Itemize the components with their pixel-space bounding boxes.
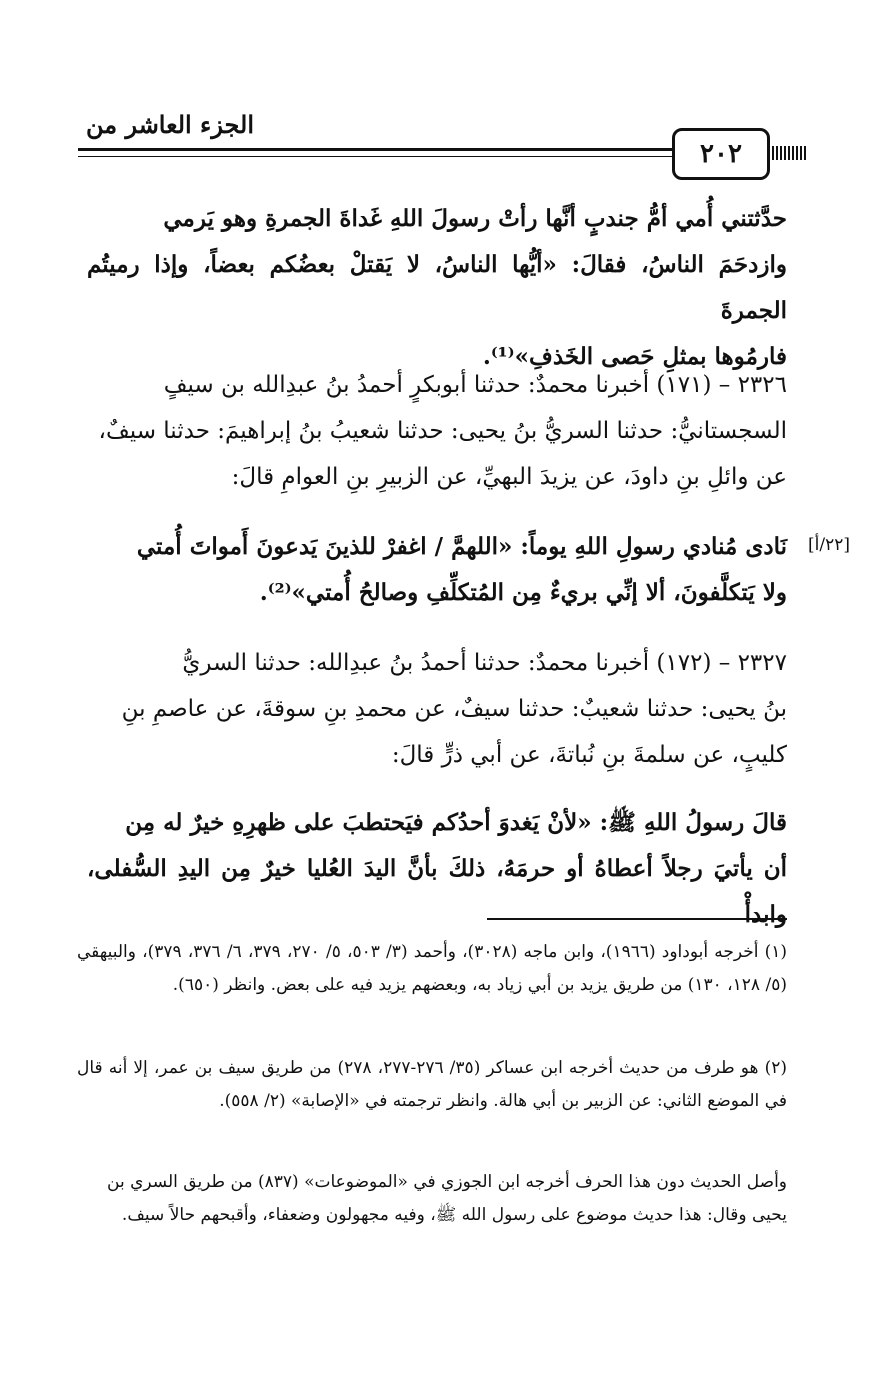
paragraph-4 [87,640,787,778]
text-line: كليبٍ، عن سلمةَ بنِ نُباتةَ، عن أبي ذرٍّ قالَ: [391,742,787,768]
paragraph-2 [87,362,787,500]
footnote-separator [487,918,787,920]
header-rule [78,148,678,151]
text-line: نَادى مُنادي رسولِ اللهِ يوماً: «اللهمَّ / اغفرْ للذينَ يَدعونَ أَمواتَ أُمتي [136,533,787,560]
text-line: السجستانيُّ: حدثنا السريُّ بنُ يحيى: حدثنا شعيبُ بنُ إبراهيمَ: حدثنا سيفٌ، [98,418,787,444]
margin-folio-ref: [٢٢/أ] [808,535,850,555]
text-line: عن وائلِ بنِ داودَ، عن يزيدَ البهيِّ، عن الزبيرِ بنِ العوامِ قالَ: [231,464,787,490]
paragraph-3 [87,524,787,616]
text-line: بنُ يحيى: حدثنا شعيبٌ: حدثنا سيفٌ، عن محمدِ بنِ سوقةَ، عن عاصمِ بنِ [121,696,787,722]
text-line: قالَ رسولُ اللهِ ﷺ: «لأنْ يَغدوَ أحدُكم فيَحتطبَ على ظهرِهِ خيرٌ له مِن [125,809,787,836]
text-line: ٢٣٢٧ – (١٧٢) أخبرنا محمدٌ: حدثنا أحمدُ بنُ عبدِالله: حدثنا السريُّ [182,650,787,676]
text-line: أن يأتيَ رجلاً أعطاهُ أو حرمَهُ، ذلكَ بأنَّ اليدَ العُليا خيرٌ مِن اليدِ السُّفلى، وابدأْ [87,855,787,928]
footnote-2-continued: وأصل الحديث دون هذا الحرف أخرجه ابن الجوزي في «الموضوعات» (٨٣٧) من طريق السري بن يحيى وقال: هذا حديث موضوع على رسول الله ﷺ، وفيه مجهولون وضعفاء، وأقبحهم حالاً سيف. [107,1172,788,1225]
page-number: ٢٠٢ [672,128,770,180]
header-rule-thin [78,156,678,157]
running-title: الجزء العاشر من [85,110,255,139]
footnote-1: (١) أخرجه أبوداود (١٩٦٦)، وابن ماجه (٣٠٢٨)، وأحمد (٣/ ٥٠٣، ٥/ ٢٧٠، ٣٧٩، ٦/ ٣٧٦، ٣٧٩)، والبيهقي (٥/ ١٢٨، ١٣٠) من طريق يزيد بن أبي زياد به، وبعضهم يزيد فيه على بعض. وانظر (٦٥٠). [77,942,788,995]
text-line: حدَّثتني أُمي أمُّ جندبٍ أنَّها رأتْ رسولَ اللهِ غَداةَ الجمرةِ وهو يَرمي [163,205,787,232]
text-line: وازدحَمَ الناسُ، فقالَ: «أيُّها الناسُ، لا يَقتلْ بعضُكم بعضاً، وإذا رميتُم الجمرةَ [87,251,787,324]
header-ornament [764,146,808,160]
paragraph-1 [87,196,787,380]
text-line: فارمُوها بمثلِ حَصى الخَذفِ»⁽¹⁾. [482,343,787,370]
text-line: ٢٣٢٦ – (١٧١) أخبرنا محمدٌ: حدثنا أبوبكرٍ أحمدُ بنُ عبدِالله بن سيفٍ [163,372,787,398]
footnote-2: (٢) هو طرف من حديث أخرجه ابن عساكر (٣٥/ ٢٧٦-٢٧٧، ٢٧٨) من طريق سيف بن عمر، إلا أنه قال في الموضع الثاني: عن الزبير بن أبي هالة. وانظر ترجمته في «الإصابة» (٢/ ٥٥٨). [77,1058,787,1111]
text-line: ولا يَتكلَّفونَ، ألا إنِّي بريءٌ مِن المُتكلِّفِ وصالحُ أُمتي»⁽²⁾. [259,579,787,606]
